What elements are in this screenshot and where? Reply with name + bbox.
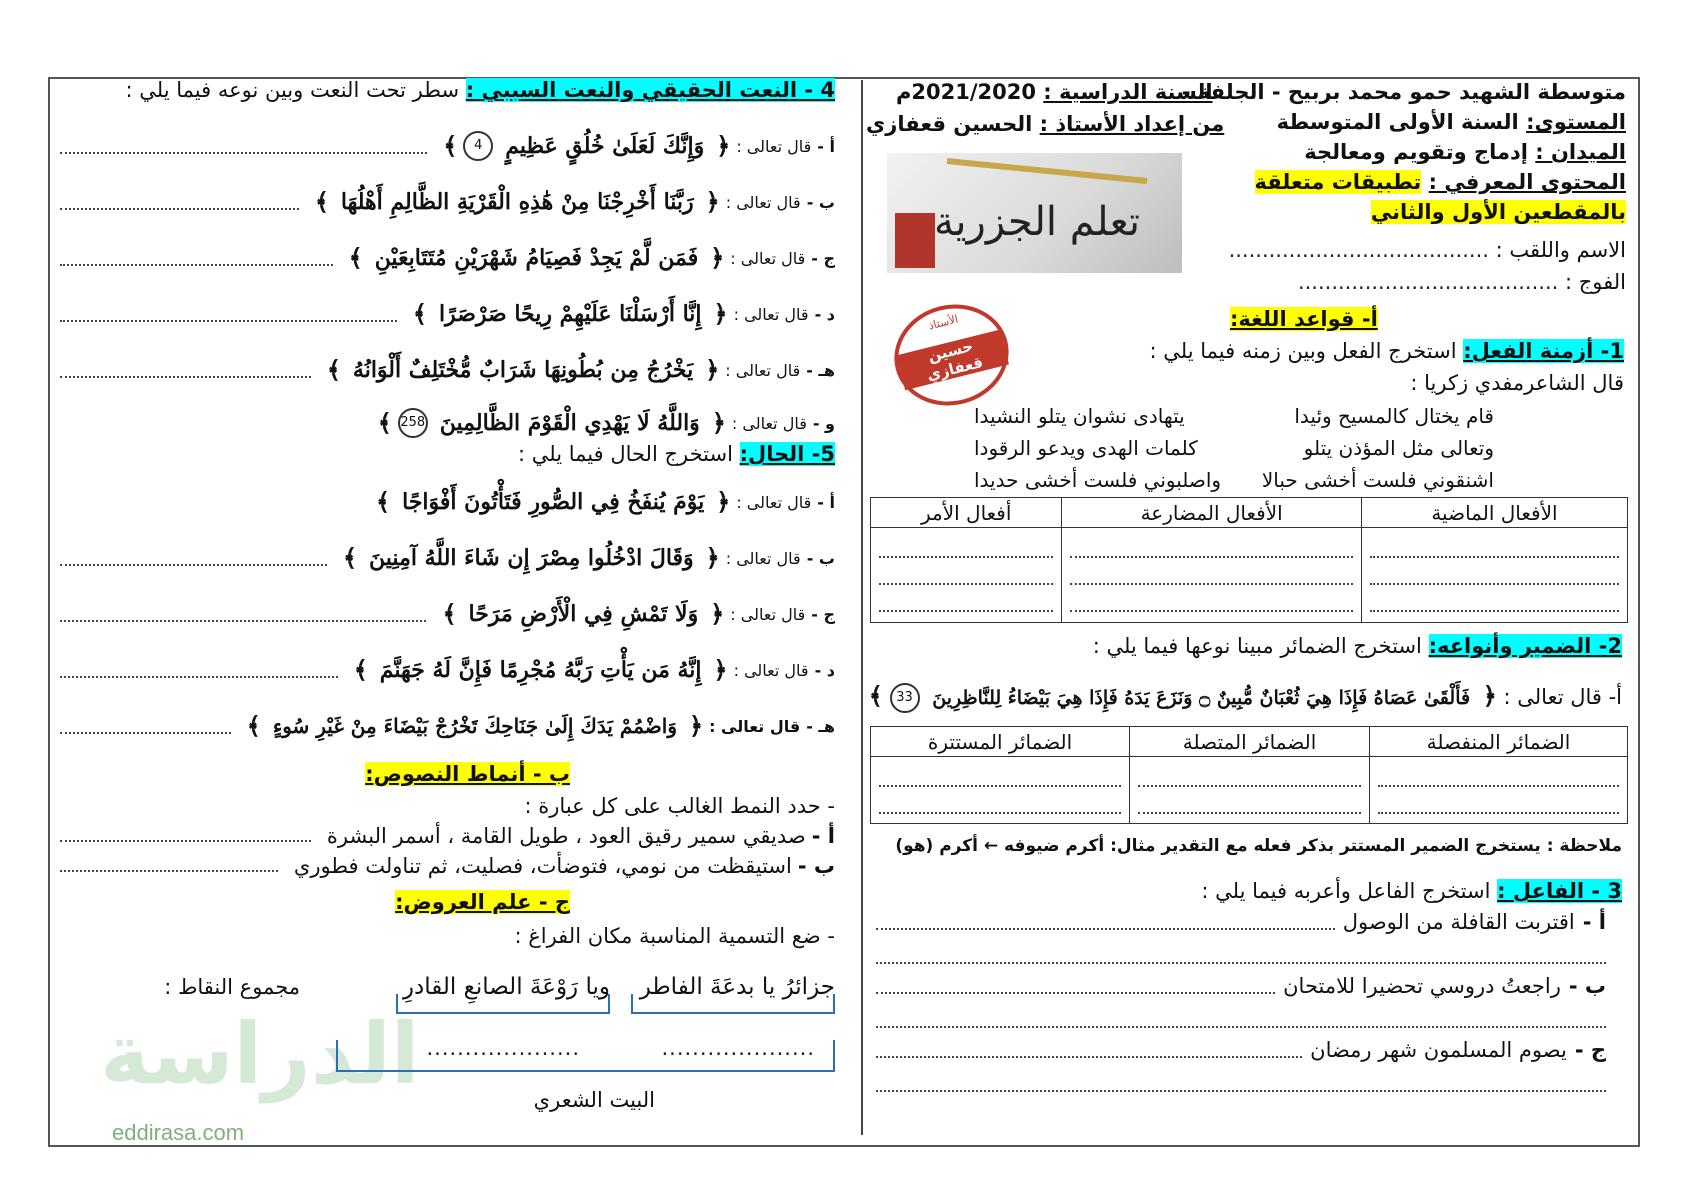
item-say: قال تعالى :: [731, 413, 807, 433]
hemistich-2: ويا رَوْعَةَ الصانعِ القادرِ: [402, 974, 610, 1000]
q2-line: [1093, 632, 1622, 660]
quran-verse: إِنَّهُ مَن يَأْتِ رَبَّهُ مُجْرِمًا فَإِنَّ لَهُ جَهَنَّمَ: [379, 657, 702, 683]
poem-hemistich: وتعالى مثل المؤذن يتلو: [1303, 436, 1494, 460]
poem-hemistich: اشنقوني فلست أخشى حبالا: [1261, 468, 1494, 492]
answer-line[interactable]: [876, 934, 1606, 964]
prepared-line: [866, 110, 1224, 138]
field-value: إدماج وتقويم ومعالجة: [1304, 140, 1528, 164]
level-value: السنة الأولى المتوسطة: [1276, 110, 1519, 134]
name-label: الاسم واللقب :: [1495, 238, 1626, 262]
quran-bracket-icon: ﴾: [314, 188, 329, 216]
answer-line[interactable]: [876, 1062, 1606, 1092]
year-value: 2021/2020م: [896, 80, 1036, 104]
q3-item-row: [876, 974, 1606, 998]
list-item: [60, 230, 835, 286]
brace-hemistich-2: [396, 994, 610, 1014]
quran-bracket-icon: ﴿: [713, 656, 728, 684]
q2-header-separate: الضمائر المنفصلة: [1370, 727, 1628, 757]
q1-title: 1- أزمنة الفعل:: [1463, 339, 1624, 363]
item-say: قال تعالى :: [725, 192, 801, 212]
q2-header-hidden: الضمائر المستترة: [871, 727, 1130, 757]
item-say: قال تعالى :: [725, 360, 801, 380]
item-say: قال تعالى :: [736, 492, 812, 512]
group-dots: .......................................: [1297, 270, 1559, 294]
list-item: [60, 342, 835, 398]
section-c-title: [395, 888, 570, 916]
answer-line[interactable]: [60, 718, 231, 734]
list-item: [60, 854, 835, 884]
item-label: ج -: [811, 248, 835, 268]
quran-bracket-icon: ﴾: [376, 488, 391, 516]
q5-items: [60, 474, 835, 754]
item-label: هـ -: [806, 716, 835, 736]
hemistich-1: جزائرُ يا بدعَةَ الفاطر: [639, 974, 835, 1000]
section-c-title-text: ج - علم العروض:: [395, 890, 570, 914]
quran-bracket-icon: ﴿: [710, 244, 725, 272]
q5-instruction: استخرج الحال فيما يلي :: [518, 442, 733, 466]
answer-line[interactable]: [876, 910, 1335, 930]
q3-item-row: [876, 910, 1606, 934]
q2-prefix: أ- قال تعالى :: [1503, 685, 1622, 709]
q3-item-text: راجعتُ دروسي تحضيرا للامتحان: [1283, 974, 1561, 998]
section-a-title-text: أ- قواعد اللغة:: [1230, 307, 1378, 331]
quran-verse: وَاللَّهُ لَا يَهْدِي الْقَوْمَ الظَّالِمِينَ: [439, 410, 700, 436]
quran-verse: يَوْمَ يُنفَخُ فِي الصُّورِ فَتَأْتُونَ أَفْوَاجًا: [402, 489, 705, 515]
item-label: ب -: [797, 854, 835, 878]
content-value: تطبيقات متعلقة: [1254, 170, 1422, 194]
item-say: قال تعالى :: [725, 548, 801, 568]
q4-title: 4 - النعت الحقيقي والنعت السببي :: [465, 78, 835, 102]
year-line: [896, 78, 1213, 106]
item-label: أ -: [817, 136, 835, 156]
q4-items: [60, 118, 835, 448]
answer-line[interactable]: [60, 662, 338, 678]
q1-answer-imperative[interactable]: [871, 528, 1062, 623]
answer-line[interactable]: [876, 998, 1606, 1028]
prepared-value: الحسين قعفازي: [866, 112, 1033, 136]
q3-item-row: [876, 1038, 1606, 1062]
item-say: قال تعالى :: [730, 248, 806, 268]
q2-verse-line: [869, 682, 1622, 713]
q3-items: [876, 910, 1606, 1102]
verse-number-icon: 33: [890, 683, 920, 713]
content-value-2: بالمقطعين الأول والثاني: [1370, 200, 1626, 224]
q3-item-text: اقتربت القافلة من الوصول: [1342, 910, 1575, 934]
quran-bracket-icon: ﴾: [326, 356, 341, 384]
watermark-site: eddirasa.com: [112, 1120, 245, 1145]
q1-table: [870, 497, 1628, 623]
poem-hemistich: يتهادى نشوان يتلو النشيدا: [974, 404, 1185, 428]
quran-bracket-icon: ﴾: [342, 544, 358, 572]
section-c-instruction: - ضع التسمية المناسبة مكان الفراغ :: [514, 924, 835, 948]
q1-line: [1150, 337, 1624, 365]
list-item: [876, 910, 1606, 974]
answer-line[interactable]: [60, 194, 299, 210]
points-label: مجموع النقاط :: [164, 975, 300, 999]
answer-line[interactable]: [60, 824, 311, 842]
quran-bracket-icon: ﴿: [713, 300, 728, 328]
quran-bracket-icon: ﴿: [716, 132, 731, 160]
q1-header-present: الأفعال المضارعة: [1062, 498, 1361, 528]
list-item: [60, 286, 835, 342]
quran-bracket-icon: ﴿: [705, 544, 720, 572]
q2-answer-hidden[interactable]: [871, 757, 1130, 824]
q5-line: [518, 440, 835, 468]
poem-row: [974, 400, 1494, 432]
item-label: أ -: [811, 824, 835, 848]
quran-bracket-icon: ﴿: [711, 409, 726, 437]
answer-line[interactable]: [60, 606, 426, 622]
item-say: قال تعالى :: [730, 604, 806, 624]
quran-bracket-icon: ﴿: [1482, 682, 1497, 710]
q4-instruction: سطر تحت النعت وبين نوعه فيما يلي :: [125, 78, 460, 102]
q4-line: [126, 76, 836, 104]
quran-bracket-icon: ﴾: [348, 244, 363, 272]
quran-bracket-icon: ﴿: [710, 600, 725, 628]
q3-instruction: استخرج الفاعل وأعربه فيما يلي :: [1201, 879, 1491, 903]
verse-number-icon: 4: [463, 131, 493, 161]
item-label: و -: [812, 413, 835, 433]
item-text: صديقي سمير رقيق العود ، طويل القامة ، أسمر البشرة: [326, 824, 806, 848]
section-b-items: [60, 824, 835, 884]
quran-bracket-icon: ﴿: [689, 712, 704, 740]
item-say: قال تعالى :: [736, 136, 812, 156]
content-label: المحتوى المعرفي :: [1428, 170, 1626, 194]
answer-line[interactable]: [60, 306, 397, 322]
watermark-logo: الدراسة: [100, 1005, 420, 1103]
poem: [974, 400, 1494, 496]
poem-row: [974, 464, 1494, 496]
answer-line[interactable]: [60, 138, 427, 154]
list-item: [60, 174, 835, 230]
q3-item-text: يصوم المسلمون شهر رمضان: [1310, 1038, 1567, 1062]
item-label: ج -: [811, 604, 835, 624]
quran-bracket-icon: ﴾: [246, 712, 261, 740]
content-line-2: [1371, 198, 1626, 226]
q3-line: [1201, 877, 1622, 905]
quran-bracket-icon: ﴾: [412, 300, 427, 328]
quran-bracket-icon: ﴾: [442, 600, 457, 628]
answer-line[interactable]: [60, 250, 333, 266]
prepared-label: من إعداد الأستاذ :: [1039, 112, 1225, 136]
year-label: السنة الدراسية :: [1043, 80, 1213, 104]
level-line: [1277, 108, 1626, 136]
section-b-instruction: - حدد النمط الغالب على كل عبارة :: [524, 794, 835, 818]
q1-answer-present[interactable]: [1062, 528, 1361, 623]
list-item: [876, 1038, 1606, 1102]
calligraphy-text: تعلم الجزرية: [933, 199, 1141, 245]
q2-header-attached: الضمائر المتصلة: [1130, 727, 1370, 757]
quran-bracket-icon: ﴿: [705, 188, 720, 216]
item-label: هـ -: [806, 360, 835, 380]
content-line: [1255, 168, 1626, 196]
quran-verse: وَاضْمُمْ يَدَكَ إِلَىٰ جَنَاحِكَ تَخْرُجْ بَيْضَاءَ مِنْ غَيْرِ سُوءٍ: [272, 714, 677, 738]
item-label: د -: [814, 660, 835, 680]
q2-answer-separate[interactable]: [1370, 757, 1628, 824]
field-line: [1304, 138, 1626, 166]
q2-verse: فَأَلْقَىٰ عَصَاهُ فَإِذَا هِيَ ثُعْبَانٌ مُّبِينٌ ۝ وَنَزَعَ يَدَهُ فَإِذَا هِيَ بَيْضَاءُ لِلنَّاظِرِينَ: [932, 687, 1471, 709]
item-label: د -: [814, 304, 835, 324]
group-label: الفوج :: [1564, 270, 1626, 294]
quran-bracket-icon: ﴿: [705, 356, 720, 384]
quran-verse: وَقَالَ ادْخُلُوا مِصْرَ إِن شَاءَ اللَّهُ آمِنِينَ: [369, 545, 694, 571]
item-label: ب -: [806, 192, 835, 212]
blank-hemistich-1[interactable]: ....................: [661, 1036, 815, 1060]
calligraphy-image: [887, 153, 1182, 273]
poem-hemistich: قام يختال كالمسيح وئيدا: [1294, 404, 1494, 428]
field-label: الميدان :: [1535, 140, 1626, 164]
section-b-title-text: ب - أنماط النصوص:: [365, 762, 570, 786]
answer-line[interactable]: [60, 854, 278, 872]
list-item: [60, 530, 835, 586]
poem-row: [974, 432, 1494, 464]
list-item: [60, 698, 835, 754]
q1-poet: قال الشاعرمفدي زكريا :: [1410, 371, 1624, 395]
verse-label: البيت الشعري: [533, 1088, 655, 1112]
item-text: استيقظت من نومي، فتوضأت، فصليت، ثم تناولت فطوري: [293, 854, 792, 878]
name-line: [1229, 236, 1626, 264]
item-say: قال تعالى :: [733, 660, 809, 680]
q1-header-imperative: أفعال الأمر: [871, 498, 1062, 528]
q3-title: 3 - الفاعل :: [1497, 879, 1622, 903]
poem-hemistich: واصلبوني فلست أخشى حديدا: [974, 468, 1222, 492]
section-b-title: [365, 760, 570, 788]
blank-hemistich-2[interactable]: ....................: [426, 1036, 580, 1060]
item-say: قال تعالى :: [709, 716, 801, 736]
quran-verse: فَمَن لَّمْ يَجِدْ فَصِيَامُ شَهْرَيْنِ مُتَتَابِعَيْنِ: [374, 245, 699, 271]
q1-header-past: الأفعال الماضية: [1361, 498, 1627, 528]
quran-verse: وَإِنَّكَ لَعَلَىٰ خُلُقٍ عَظِيمٍ: [505, 133, 705, 159]
verse-number-icon: 258: [398, 408, 428, 438]
q2-title: 2- الضمير وأنواعه:: [1428, 634, 1622, 658]
item-label: ب -: [806, 548, 835, 568]
stamp-top-text: الأستاذ: [927, 312, 960, 333]
item-say: قال تعالى :: [733, 304, 809, 324]
section-a-title: [1230, 305, 1378, 333]
q3-item-label: ب -: [1568, 974, 1606, 998]
list-item: [60, 474, 835, 530]
q5-title: 5- الحال:: [739, 442, 835, 466]
poem-hemistich: كلمات الهدى ويدعو الرقودا: [974, 436, 1198, 460]
quran-verse: يَخْرُجُ مِن بُطُونِهَا شَرَابٌ مُّخْتَلِفٌ أَلْوَانُهُ: [352, 357, 694, 383]
item-label: أ -: [817, 492, 835, 512]
list-item: [60, 824, 835, 854]
answer-line[interactable]: [876, 974, 1275, 994]
quran-bracket-icon: ﴾: [353, 656, 368, 684]
column-divider: [861, 80, 863, 1135]
list-item: [60, 586, 835, 642]
list-item: [876, 974, 1606, 1038]
quran-bracket-icon: ﴿: [716, 488, 731, 516]
list-item: [60, 642, 835, 698]
q2-table: [870, 726, 1628, 824]
q2-note: ملاحظة : يستخرج الضمير المستتر بذكر فعله مع التقدير مثال: أكرم ضيوفه ← أكرم (هو): [895, 836, 1622, 856]
quran-bracket-icon: ﴾: [868, 682, 883, 710]
school-name: متوسطة الشهيد حمو محمد بربيح - الجلفة -: [1181, 80, 1626, 104]
q3-item-label: ج -: [1574, 1038, 1606, 1062]
q3-item-label: أ -: [1582, 910, 1606, 934]
name-dots: .......................................: [1228, 238, 1489, 262]
q1-answer-past[interactable]: [1361, 528, 1627, 623]
q1-instruction: استخرج الفعل وبين زمنه فيما يلي :: [1149, 339, 1457, 363]
q2-answer-attached[interactable]: [1130, 757, 1370, 824]
level-label: المستوى:: [1526, 110, 1626, 134]
q2-instruction: استخرج الضمائر مبينا نوعها فيما يلي :: [1092, 634, 1422, 658]
quran-verse: إِنَّا أَرْسَلْنَا عَلَيْهِمْ رِيحًا صَرْصَرًا: [438, 301, 702, 327]
quran-bracket-icon: ﴾: [377, 409, 392, 437]
stamp-name: حسين قعفازي: [896, 329, 1009, 390]
group-line: [1298, 268, 1626, 296]
brace-verse: [336, 1040, 835, 1072]
answer-line[interactable]: [60, 362, 311, 378]
quran-verse: رَبَّنَا أَخْرِجْنَا مِنْ هَٰذِهِ الْقَرْيَةِ الظَّالِمِ أَهْلُهَا: [340, 189, 694, 215]
list-item: [60, 118, 835, 174]
quran-bracket-icon: ﴾: [443, 132, 458, 160]
quran-verse: وَلَا تَمْشِ فِي الْأَرْضِ مَرَحًا: [468, 601, 699, 627]
answer-line[interactable]: [60, 550, 327, 566]
brace-hemistich-1: [631, 994, 835, 1014]
answer-line[interactable]: [876, 1038, 1302, 1058]
